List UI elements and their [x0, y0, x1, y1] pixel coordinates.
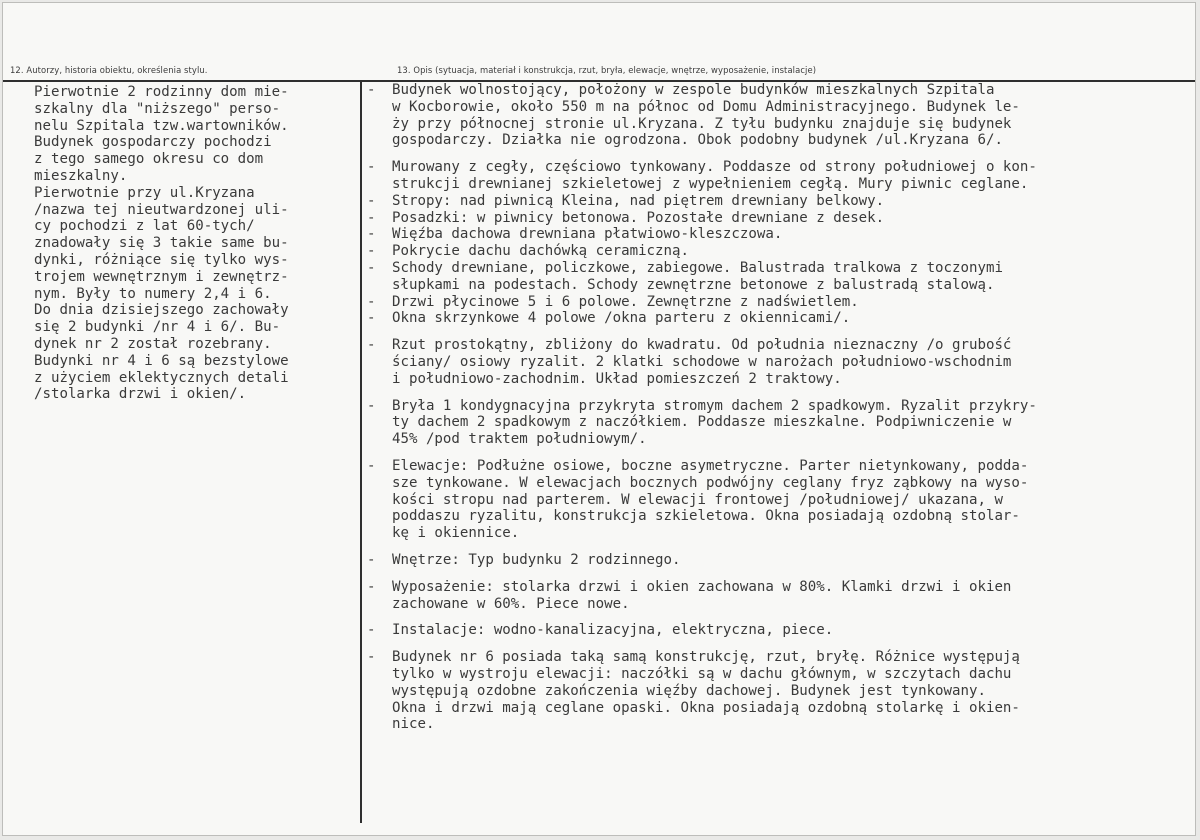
description-line — [367, 193, 1187, 210]
description-line-text: Pokrycie dachu dachówką ceramiczną. — [392, 243, 689, 260]
description-line — [367, 132, 1187, 149]
description-line — [367, 525, 1187, 542]
description-line — [367, 414, 1187, 431]
description-line-text: Wyposażenie: stolarka drzwi i okien zachowana w 80%. Klamki drzwi i okien — [392, 578, 1012, 595]
bullet-dash: - — [367, 649, 376, 666]
description-line-text: ży przy północnej stronie ul.Kryzana. Z tyłu budynku znajduje się budynek — [392, 115, 1012, 132]
description-entry — [367, 310, 1187, 327]
bullet-dash: - — [367, 209, 376, 226]
bullet-dash: - — [367, 622, 376, 639]
description-line — [367, 649, 1187, 666]
description-line — [367, 622, 1187, 639]
section-13-header: 13. Opis (sytuacja, materiał i konstrukcja, rzut, bryła, elewacje, wnętrze, wyposażenie, instalacje) — [397, 65, 817, 75]
description-line — [367, 666, 1187, 683]
description-line — [367, 371, 1187, 388]
bullet-dash: - — [367, 82, 376, 98]
description-line — [367, 260, 1187, 277]
bullet-dash: - — [367, 259, 376, 276]
history-line: Budynek gospodarczy pochodzi — [34, 134, 272, 151]
description-line-text: w Kocborowie, około 550 m na północ od Domu Administracyjnego. Budynek le- — [392, 98, 1020, 115]
description-entry — [367, 210, 1187, 227]
history-line: szkalny dla "niższego" perso- — [34, 100, 281, 117]
description-line — [367, 294, 1187, 311]
description-line — [367, 596, 1187, 613]
description-line — [367, 82, 1187, 99]
history-line: mieszkalny. — [34, 167, 128, 184]
description-line-text: Okna skrzynkowe 4 polowe /okna parteru z okiennicami/. — [392, 310, 851, 327]
description-line-text: ściany/ osiowy ryzalit. 2 klatki schodowe w narożach południowo-wschodnim — [392, 353, 1012, 370]
description-entry — [367, 337, 1187, 387]
description-line — [367, 431, 1187, 448]
description-line-text: Budynek nr 6 posiada taką samą konstrukcję, rzut, bryłę. Różnice występują — [392, 649, 1020, 666]
description-line-text: Budynek wolnostojący, położony w zespole budynków mieszkalnych Szpitala — [392, 82, 995, 98]
description-entry — [367, 159, 1187, 193]
description-line — [367, 354, 1187, 371]
history-line: dynki, różniące się tylko wys- — [34, 251, 289, 268]
description-line — [367, 116, 1187, 133]
description-entry — [367, 294, 1187, 311]
description-line-text: Więźba dachowa drewniana płatwiowo-kleszczowa. — [392, 226, 783, 243]
description-line — [367, 700, 1187, 717]
description-line — [367, 475, 1187, 492]
description-line — [367, 458, 1187, 475]
description-text — [367, 82, 1187, 733]
history-line: cy pochodzi z lat 60-tych/ — [34, 218, 255, 235]
description-line-text: zachowane w 60%. Piece nowe. — [392, 595, 630, 612]
description-line-text: i południowo-zachodnim. Układ pomieszczeń 2 traktowy. — [392, 370, 842, 387]
history-line: Budynki nr 4 i 6 są bezstylowe — [34, 352, 289, 369]
description-line-text: sze tynkowane. W elewacjach bocznych podwójny ceglany fryz ząbkowy na wyso- — [392, 474, 1029, 491]
description-line-text: Rzut prostokątny, zbliżony do kwadratu. Od południa nieznaczny /o grubość — [392, 337, 1012, 354]
description-line — [367, 210, 1187, 227]
description-line-text: strukcji drewnianej szkieletowej z wypełnieniem cegłą. Mury piwnic ceglane. — [392, 175, 1029, 192]
description-line — [367, 159, 1187, 176]
description-line — [367, 683, 1187, 700]
record-card — [2, 2, 1196, 836]
description-entry — [367, 243, 1187, 260]
column-divider — [360, 80, 362, 823]
bullet-dash: - — [367, 551, 376, 568]
description-entry — [367, 458, 1187, 542]
history-text — [34, 84, 356, 403]
description-line-text: ty dachem 2 spadkowym z naczółkiem. Poddasze mieszkalne. Podpiwniczenie w — [392, 414, 1012, 431]
description-line — [367, 716, 1187, 733]
history-line: nym. Były to numery 2,4 i 6. — [34, 285, 272, 302]
description-line — [367, 492, 1187, 509]
description-entry — [367, 193, 1187, 210]
bullet-dash: - — [367, 243, 376, 260]
history-line: nelu Szpitala tzw.wartowników. — [34, 117, 289, 134]
bullet-dash: - — [367, 159, 376, 176]
history-line: się 2 budynki /nr 4 i 6/. Bu- — [34, 319, 281, 336]
bullet-dash: - — [367, 310, 376, 327]
description-line — [367, 579, 1187, 596]
history-line: Pierwotnie przy ul.Kryzana — [34, 184, 255, 201]
description-line — [367, 277, 1187, 294]
description-line-text: poddaszu ryzalitu, konstrukcja szkieletowa. Okna posiadają ozdobną stolar- — [392, 508, 1020, 525]
history-line: z użyciem eklektycznych detali — [34, 369, 289, 386]
section-12-header: 12. Autorzy, historia obiektu, określenia stylu. — [10, 65, 208, 75]
description-entry — [367, 622, 1187, 639]
bullet-dash: - — [367, 578, 376, 595]
history-line: /nazwa tej nieutwardzonej uli- — [34, 201, 289, 218]
description-line-text: Stropy: nad piwnicą Kleina, nad piętrem drewniany belkowy. — [392, 192, 885, 209]
description-line — [367, 99, 1187, 116]
description-line — [367, 176, 1187, 193]
description-line-text: Instalacje: wodno-kanalizacyjna, elektryczna, piece. — [392, 622, 834, 639]
history-line: /stolarka drzwi i okien/. — [34, 386, 247, 403]
history-line: dynek nr 2 został rozebrany. — [34, 335, 272, 352]
description-line-text: występują ozdobne zakończenia więźby dachowej. Budynek jest tynkowany. — [392, 682, 986, 699]
description-line-text: Elewacje: Podłużne osiowe, boczne asymetryczne. Parter nietynkowany, podda- — [392, 457, 1029, 474]
history-line: Pierwotnie 2 rodzinny dom mie- — [34, 84, 289, 100]
description-line-text: Schody drewniane, policzkowe, zabiegowe. Balustrada tralkowa z toczonymi — [392, 259, 1003, 276]
description-line-text: kę i okiennice. — [392, 525, 520, 542]
description-entry — [367, 226, 1187, 243]
description-entry — [367, 82, 1187, 149]
description-line — [367, 398, 1187, 415]
description-line-text: Okna i drzwi mają ceglane opaski. Okna posiadają ozdobną stolarkę i okien- — [392, 699, 1020, 716]
description-line-text: Murowany z cegły, częściowo tynkowany. Poddasze od strony południowej o kon- — [392, 159, 1037, 176]
description-line-text: kości stropu nad parterem. W elewacji frontowej /południowej/ ukazana, w — [392, 491, 1003, 508]
description-line-text: Wnętrze: Typ budynku 2 rodzinnego. — [392, 551, 681, 568]
bullet-dash: - — [367, 293, 376, 310]
bullet-dash: - — [367, 226, 376, 243]
description-line-text: tylko w wystroju elewacji: naczółki są w dachu głównym, w szczytach dachu — [392, 665, 1012, 682]
description-line — [367, 508, 1187, 525]
bullet-dash: - — [367, 397, 376, 414]
bullet-dash: - — [367, 192, 376, 209]
description-line — [367, 552, 1187, 569]
history-line: znadowały się 3 takie same bu- — [34, 235, 289, 252]
description-line — [367, 243, 1187, 260]
description-line-text: nice. — [392, 716, 435, 733]
description-entry — [367, 398, 1187, 448]
history-line: z tego samego okresu co dom — [34, 151, 264, 168]
description-line-text: Bryła 1 kondygnacyjna przykryta stromym dachem 2 spadkowym. Ryzalit przykry- — [392, 397, 1037, 414]
description-line — [367, 226, 1187, 243]
description-line-text: 45% /pod traktem południowym/. — [392, 431, 647, 448]
description-line-text: Posadzki: w piwnicy betonowa. Pozostałe drewniane z desek. — [392, 209, 885, 226]
bullet-dash: - — [367, 337, 376, 354]
description-entry — [367, 579, 1187, 613]
description-line — [367, 337, 1187, 354]
description-entry — [367, 260, 1187, 294]
history-line: trojem wewnętrznym i zewnętrz- — [34, 268, 289, 285]
description-line — [367, 310, 1187, 327]
description-entry — [367, 649, 1187, 733]
description-line-text: słupkami na podestach. Schody zewnętrzne betonowe z balustradą stalową. — [392, 276, 995, 293]
description-entry — [367, 552, 1187, 569]
bullet-dash: - — [367, 457, 376, 474]
history-line: Do dnia dzisiejszego zachowały — [34, 302, 289, 319]
description-line-text: gospodarczy. Działka nie ogrodzona. Obok podobny budynek /ul.Kryzana 6/. — [392, 132, 1003, 149]
description-line-text: Drzwi płycinowe 5 i 6 polowe. Zewnętrzne z nadświetlem. — [392, 293, 859, 310]
